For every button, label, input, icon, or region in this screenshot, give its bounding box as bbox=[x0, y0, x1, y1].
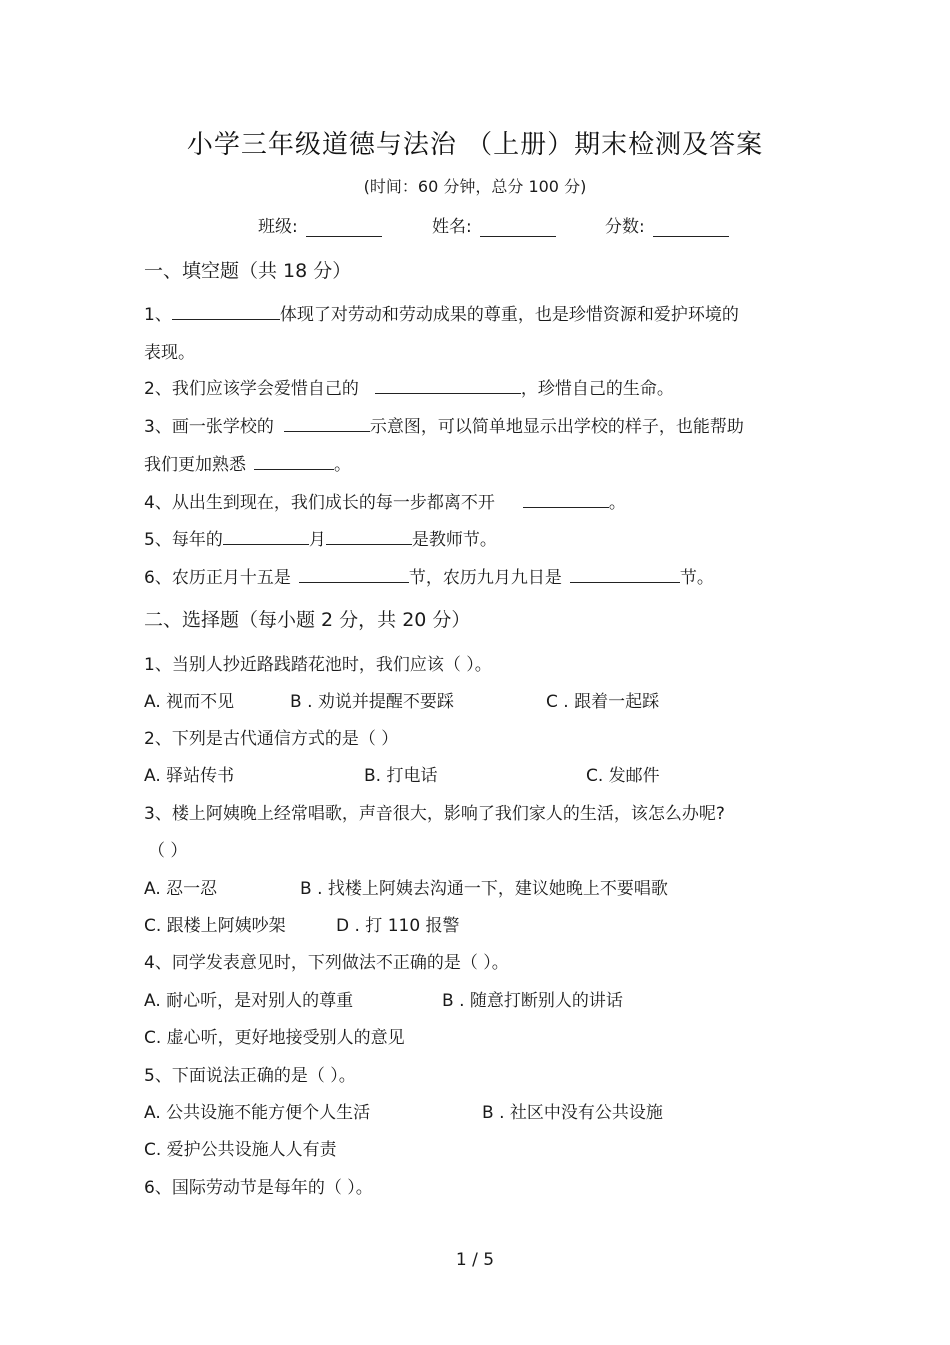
q3-blank-2[interactable] bbox=[254, 453, 334, 470]
q3-option-d[interactable]: D . 打 110 报警 bbox=[336, 916, 460, 936]
q2-text: 2、我们应该学会爱惜自己的 bbox=[144, 379, 359, 399]
q6-blank-1[interactable] bbox=[299, 566, 409, 583]
exam-duration-info: (时间：60 分钟，总分 100 分) bbox=[363, 177, 587, 196]
q5-text-end: 是教师节。 bbox=[411, 530, 497, 550]
q3-text-cont: 我们更加熟悉 bbox=[144, 455, 246, 475]
fill-question-1-cont: 表现。 bbox=[144, 343, 195, 363]
q5-option-a[interactable]: A. 公共设施不能方便个人生活 bbox=[144, 1103, 371, 1123]
q6-text: 6、农历正月十五是 bbox=[144, 568, 291, 588]
q2-option-a[interactable]: A. 驿站传书 bbox=[144, 766, 235, 786]
q4-blank[interactable] bbox=[523, 491, 609, 508]
page-title: 小学三年级道德与法治 （上册）期末检测及答案 bbox=[186, 130, 764, 160]
fill-question-6 bbox=[144, 563, 714, 588]
q4-option-a[interactable]: A. 耐心听，是对别人的尊重 bbox=[144, 991, 354, 1011]
q1-blank[interactable] bbox=[172, 303, 280, 320]
q4-text: 4、从出生到现在，我们成长的每一步都离不开 bbox=[144, 493, 495, 513]
score-label: 分数: bbox=[605, 217, 645, 237]
choice-question-1: 1、当别人抄近路践踏花池时，我们应该（ ）。 bbox=[144, 655, 492, 675]
q4-option-b[interactable]: B . 随意打断别人的讲话 bbox=[442, 991, 623, 1011]
q5-blank-2[interactable] bbox=[326, 528, 412, 545]
q1-option-a[interactable]: A. 视而不见 bbox=[144, 692, 235, 712]
section-choice-heading: 二、选择题（每小题 2 分，共 20 分） bbox=[144, 609, 471, 631]
q6-blank-2[interactable] bbox=[570, 566, 680, 583]
choice-question-5: 5、下面说法正确的是（ ）。 bbox=[144, 1066, 356, 1086]
q3-option-c[interactable]: C. 跟楼上阿姨吵架 bbox=[144, 916, 286, 936]
q3-blank-1[interactable] bbox=[284, 415, 370, 432]
name-blank[interactable] bbox=[480, 218, 556, 237]
q3-answer-paren: （ ） bbox=[148, 841, 188, 861]
choice-question-3: 3、楼上阿姨晚上经常唱歌，声音很大，影响了我们家人的生活，该怎么办呢? bbox=[144, 804, 725, 824]
q5-text-mid: 月 bbox=[308, 530, 326, 550]
q5-option-c[interactable]: C. 爱护公共设施人人有责 bbox=[144, 1140, 337, 1160]
name-field bbox=[432, 212, 556, 237]
q1-option-c[interactable]: C . 跟着一起踩 bbox=[546, 692, 660, 712]
q5-option-b[interactable]: B . 社区中没有公共设施 bbox=[482, 1103, 663, 1123]
q3-text-end: 。 bbox=[334, 455, 351, 475]
choice-question-4: 4、同学发表意见时，下列做法不正确的是（ ）。 bbox=[144, 953, 509, 973]
q6-text-mid: 节，农历九月九日是 bbox=[408, 568, 562, 588]
q3-option-a[interactable]: A. 忍一忍 bbox=[144, 879, 218, 899]
q3-text: 3、画一张学校的 bbox=[144, 417, 274, 437]
q2-option-b[interactable]: B. 打电话 bbox=[364, 766, 438, 786]
q1-text: 体现了对劳动和劳动成果的尊重，也是珍惜资源和爱护环境的 bbox=[279, 305, 739, 325]
choice-question-6: 6、国际劳动节是每年的（ ）。 bbox=[144, 1178, 373, 1198]
section-fill-in-heading: 一、填空题（共 18 分） bbox=[144, 260, 352, 282]
fill-question-3 bbox=[144, 412, 744, 437]
fill-question-4 bbox=[144, 488, 626, 513]
q4-text-end: 。 bbox=[608, 493, 626, 513]
q1-number: 1、 bbox=[144, 305, 172, 325]
q3-text-mid: 示意图，可以简单地显示出学校的样子，也能帮助 bbox=[369, 417, 744, 437]
q5-text: 5、每年的 bbox=[144, 530, 223, 550]
q2-blank[interactable] bbox=[375, 377, 521, 394]
class-blank[interactable] bbox=[306, 218, 382, 237]
score-blank[interactable] bbox=[653, 218, 729, 237]
page-number: 1 / 5 bbox=[455, 1250, 495, 1270]
q5-blank-1[interactable] bbox=[223, 528, 309, 545]
name-label: 姓名: bbox=[432, 217, 472, 237]
choice-question-2: 2、下列是古代通信方式的是（ ） bbox=[144, 729, 399, 749]
class-label: 班级: bbox=[258, 217, 298, 237]
q2-text-end: ，珍惜自己的生命。 bbox=[520, 379, 674, 399]
class-field bbox=[258, 212, 382, 237]
fill-question-2 bbox=[144, 374, 674, 399]
fill-question-5 bbox=[144, 525, 497, 550]
q4-option-c[interactable]: C. 虚心听，更好地接受别人的意见 bbox=[144, 1028, 405, 1048]
fill-question-1 bbox=[144, 300, 739, 325]
q2-option-c[interactable]: C. 发邮件 bbox=[586, 766, 660, 786]
fill-question-3-cont bbox=[144, 450, 351, 475]
q1-option-b[interactable]: B . 劝说并提醒不要踩 bbox=[290, 692, 454, 712]
q6-text-end: 节。 bbox=[679, 568, 714, 588]
q3-option-b[interactable]: B . 找楼上阿姨去沟通一下，建议她晚上不要唱歌 bbox=[300, 879, 668, 899]
score-field bbox=[605, 212, 729, 237]
